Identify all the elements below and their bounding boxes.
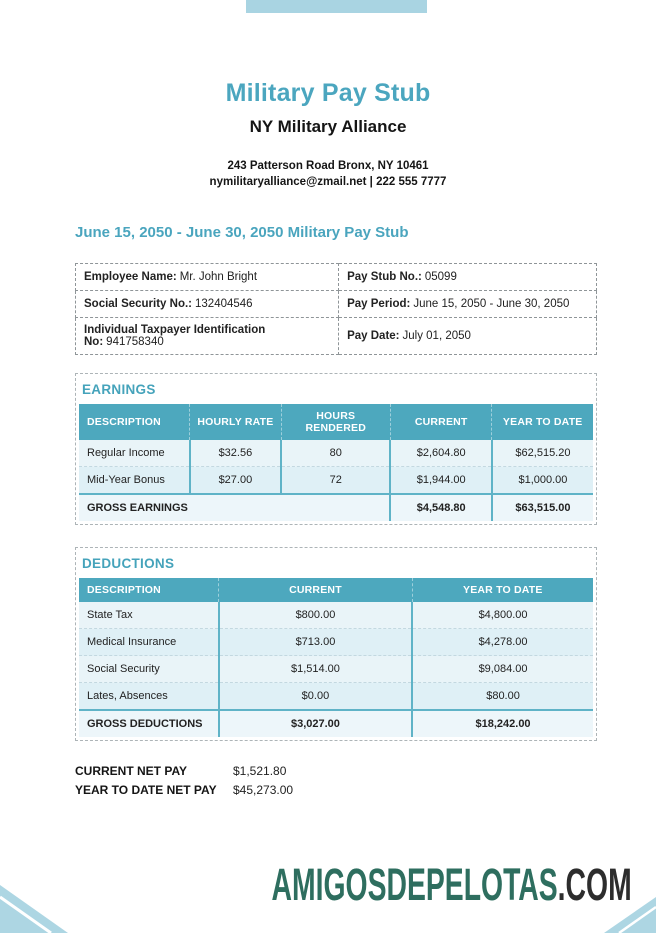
cell-hours: 72: [281, 467, 390, 495]
table-row: [79, 656, 593, 683]
cell-current: $713.00: [219, 629, 412, 656]
table-header-row: [79, 404, 593, 440]
table-row: [76, 264, 597, 291]
cell-description: Social Security: [79, 656, 219, 683]
field-label: Social Security No.:: [84, 298, 193, 310]
cell-ytd: $1,000.00: [492, 467, 593, 495]
cell-current: $1,514.00: [219, 656, 412, 683]
document-body: [75, 224, 597, 800]
field-label: Pay Date:: [347, 330, 400, 342]
net-pay-value: $45,273.00: [233, 783, 294, 797]
total-label: GROSS EARNINGS: [79, 494, 390, 521]
cell-hourly-rate: $32.56: [190, 440, 281, 467]
brand-wordmark: [271, 859, 632, 910]
address-line: 243 Patterson Road Bronx, NY 10461: [227, 160, 429, 172]
cell-description: Medical Insurance: [79, 629, 219, 656]
table-row: [76, 318, 597, 355]
cell-current: $0.00: [219, 683, 412, 711]
table-header-row: [79, 578, 593, 602]
organization-name: NY Military Alliance: [249, 117, 407, 136]
brand-tld: .COM: [557, 859, 632, 910]
pay-date-cell: [339, 318, 597, 355]
employee-info-table: [75, 263, 597, 355]
total-current: $3,027.00: [219, 710, 412, 737]
field-label: Pay Stub No.:: [347, 271, 422, 283]
net-pay-summary: [75, 762, 597, 800]
brand-name: AMIGOSDEPELOTAS: [271, 859, 558, 910]
column-header: CURRENT: [219, 578, 412, 602]
corner-triangle-right-decoration: [604, 897, 656, 933]
net-pay-label: YEAR TO DATE NET PAY: [75, 783, 217, 797]
ytd-net-pay-row: [75, 781, 597, 800]
earnings-heading: EARNINGS: [82, 382, 156, 397]
cell-ytd: $80.00: [412, 683, 593, 711]
page-title: Military Pay Stub: [225, 79, 431, 107]
field-label: Employee Name:: [84, 271, 177, 283]
cell-description: Regular Income: [79, 440, 190, 467]
table-row: [79, 683, 593, 711]
net-pay-label: CURRENT NET PAY: [75, 764, 188, 778]
table-row: [79, 467, 593, 495]
table-row: [76, 291, 597, 318]
cell-current: $1,944.00: [390, 467, 491, 495]
column-header: YEAR TO DATE: [492, 404, 593, 440]
gross-deductions-row: [79, 710, 593, 737]
total-ytd: $18,242.00: [412, 710, 593, 737]
column-header: DESCRIPTION: [79, 404, 190, 440]
cell-description: Mid-Year Bonus: [79, 467, 190, 495]
column-header: CURRENT: [390, 404, 491, 440]
cell-ytd: $62,515.20: [492, 440, 593, 467]
deductions-section: [75, 547, 597, 741]
pay-period-heading: June 15, 2050 - June 30, 2050 Military Pay Stub: [75, 224, 409, 241]
column-header: YEAR TO DATE: [412, 578, 593, 602]
gross-earnings-row: [79, 494, 593, 521]
ssn-cell: [76, 291, 339, 318]
pay-period-cell: [339, 291, 597, 318]
total-ytd: $63,515.00: [492, 494, 593, 521]
field-value: July 01, 2050: [402, 330, 471, 342]
contact-block: [0, 158, 656, 190]
cell-current: $2,604.80: [390, 440, 491, 467]
total-label: GROSS DEDUCTIONS: [79, 710, 219, 737]
net-pay-value: $1,521.80: [233, 764, 287, 778]
cell-description: Lates, Absences: [79, 683, 219, 711]
deductions-table: [79, 578, 593, 737]
column-header: HOURLY RATE: [190, 404, 281, 440]
cell-hourly-rate: $27.00: [190, 467, 281, 495]
table-row: [79, 602, 593, 629]
column-header: DESCRIPTION: [79, 578, 219, 602]
field-value: Mr. John Bright: [179, 271, 258, 283]
table-row: [79, 629, 593, 656]
document-header: [0, 0, 656, 190]
field-value: 941758340: [106, 336, 164, 348]
cell-hours: 80: [281, 440, 390, 467]
footer-brand: [60, 859, 632, 910]
top-decoration-bar: [246, 0, 427, 13]
field-value: June 15, 2050 - June 30, 2050: [413, 298, 570, 310]
pay-stub-no-cell: [339, 264, 597, 291]
field-value: 132404546: [195, 298, 253, 310]
cell-ytd: $4,278.00: [412, 629, 593, 656]
itin-cell: [76, 318, 339, 355]
earnings-section: [75, 373, 597, 525]
corner-triangle-left-decoration: [0, 885, 70, 933]
cell-ytd: $4,800.00: [412, 602, 593, 629]
cell-current: $800.00: [219, 602, 412, 629]
field-label: Individual Taxpayer Identification No:: [84, 324, 266, 348]
field-value: 05099: [424, 271, 457, 283]
employee-name-cell: [76, 264, 339, 291]
table-row: [79, 440, 593, 467]
contact-line: nymilitaryalliance@zmail.net | 222 555 7777: [209, 176, 447, 188]
deductions-heading: DEDUCTIONS: [82, 556, 175, 571]
field-label: Pay Period:: [347, 298, 411, 310]
total-current: $4,548.80: [390, 494, 491, 521]
column-header: HOURS RENDERED: [281, 404, 390, 440]
current-net-pay-row: [75, 762, 597, 781]
cell-description: State Tax: [79, 602, 219, 629]
cell-ytd: $9,084.00: [412, 656, 593, 683]
earnings-table: [79, 404, 593, 521]
